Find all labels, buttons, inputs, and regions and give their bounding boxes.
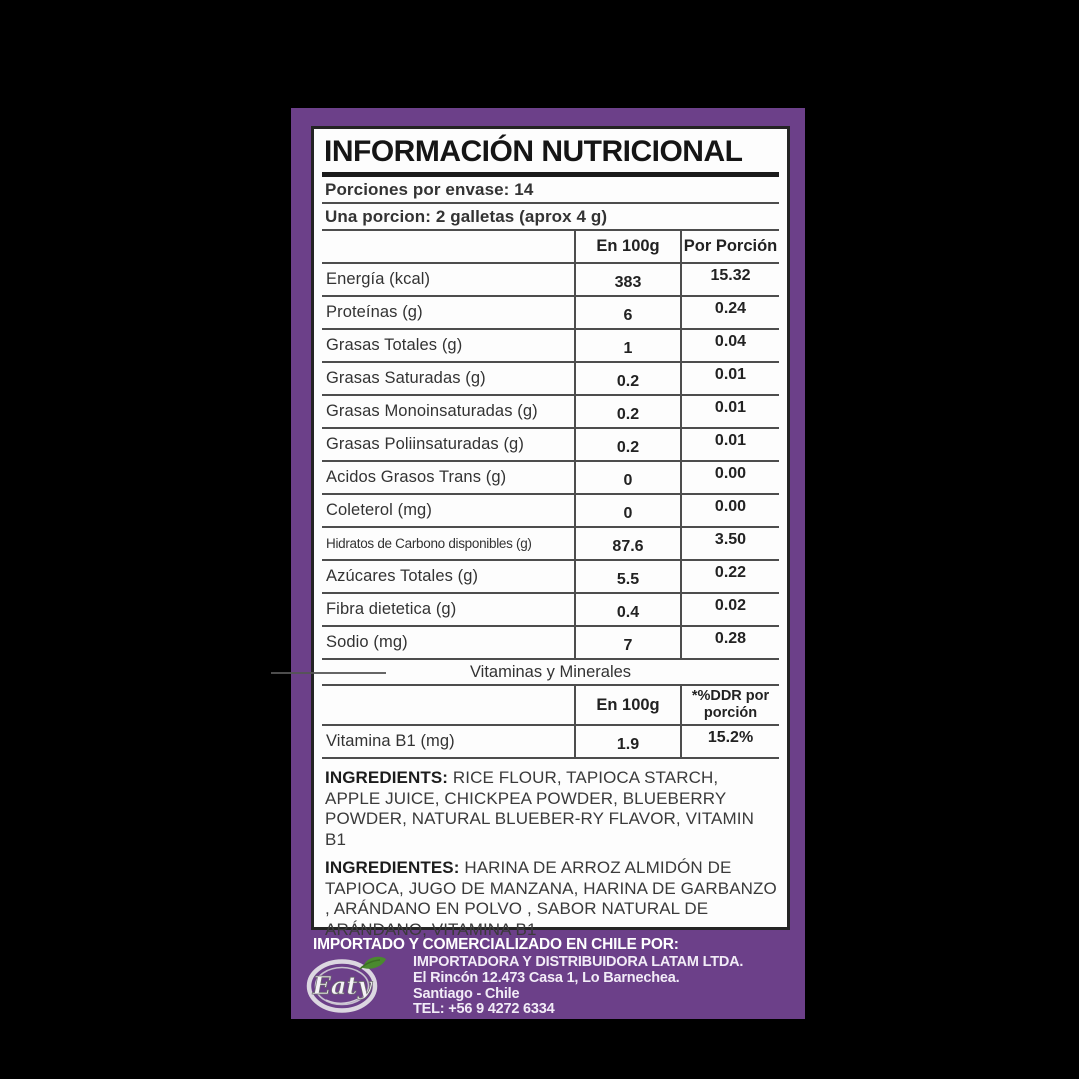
value-en100g: 0: [574, 462, 680, 493]
table-row: [322, 429, 779, 462]
table-row: [322, 594, 779, 627]
servings-per-package: Porciones por envase: 14: [322, 177, 779, 204]
crop-mark-line: [271, 672, 386, 674]
nutrient-label: Grasas Saturadas (g): [326, 369, 486, 387]
value-portion: 0.00: [680, 462, 779, 493]
ingredients-spanish: [325, 858, 777, 941]
value-en100g: 6: [574, 297, 680, 328]
nutrient-label: Energía (kcal): [326, 270, 431, 288]
value-portion: 15.32: [680, 264, 779, 295]
nutrient-label: Coleterol (mg): [326, 501, 432, 519]
eaty-logo: [304, 954, 388, 1014]
header-empty-cell: [322, 686, 574, 724]
importer-phone: TEL: +56 9 4272 6334: [413, 1001, 555, 1018]
header-por-porcion: Por Porción: [680, 231, 779, 262]
importer-company: IMPORTADORA Y DISTRIBUIDORA LATAM LTDA.: [413, 954, 744, 970]
nutrition-label: [291, 108, 805, 1019]
value-portion: 0.00: [680, 495, 779, 526]
ingredients-en-lead: INGREDIENTS:: [325, 768, 449, 787]
nutrient-label: Acidos Grasos Trans (g): [326, 468, 507, 486]
table-row: [322, 264, 779, 297]
table-row: [322, 561, 779, 594]
header-en100g: En 100g: [574, 686, 680, 724]
table-row: [322, 495, 779, 528]
logo-text: Eaty: [312, 971, 372, 1000]
value-portion: 0.02: [680, 594, 779, 625]
value-portion: 3.50: [680, 528, 779, 559]
importer-city: Santiago - Chile: [413, 985, 520, 1002]
ingredients-es-lead: INGREDIENTES:: [325, 857, 460, 877]
nutrient-label: Sodio (mg): [326, 633, 408, 651]
value-en100g: 1.9: [574, 726, 680, 757]
table-row: [322, 363, 779, 396]
value-en100g: 0.4: [574, 594, 680, 625]
table-row: [322, 396, 779, 429]
value-portion: 0.04: [680, 330, 779, 361]
header-en100g: En 100g: [574, 231, 680, 262]
value-en100g: 383: [574, 264, 680, 295]
nutrient-label: Hidratos de Carbono disponibles (g): [326, 536, 532, 551]
value-en100g: 87.6: [574, 528, 680, 559]
value-portion: 0.22: [680, 561, 779, 592]
table-row: [322, 297, 779, 330]
importer-address: El Rincón 12.473 Casa 1, Lo Barnechea.: [413, 969, 680, 986]
ingredients-en-text: RICE FLOUR, TAPIOCA STARCH, APPLE JUICE, CHICKPEA POWDER, BLUEBERRY POWDER, NATURAL BLUEBER-RY FLAVOR, VITAMIN B1: [325, 768, 754, 850]
table-row: [322, 330, 779, 363]
table-row: [322, 528, 779, 561]
ingredients-es-text: HARINA DE ARROZ ALMIDÓN DE TAPIOCA, JUGO DE MANZANA, HARINA DE GARBANZO , ARÁNDANO EN POLVO , SABOR NATURAL DE ARÁNDANO, VITAMINA B1: [325, 857, 777, 940]
nutrient-label: Grasas Poliinsaturadas (g): [326, 435, 524, 453]
table-row: [322, 462, 779, 495]
value-en100g: 1: [574, 330, 680, 361]
value-en100g: 0.2: [574, 429, 680, 460]
value-ddr: 15.2%: [680, 726, 779, 757]
value-portion: 0.01: [680, 363, 779, 394]
value-en100g: 0: [574, 495, 680, 526]
nutrient-label: Grasas Totales (g): [326, 336, 463, 354]
table-row: [322, 627, 779, 660]
table-row: [322, 726, 779, 759]
vitamins-table-header: [322, 686, 779, 726]
nutrient-label: Azúcares Totales (g): [326, 567, 479, 585]
value-portion: 0.28: [680, 627, 779, 658]
imported-by-line: IMPORTADO Y COMERCIALIZADO EN CHILE POR:: [313, 936, 679, 953]
portion-size: Una porcion: 2 galletas (aprox 4 g): [322, 204, 779, 231]
nutrient-label: Grasas Monoinsaturadas (g): [326, 402, 538, 420]
vitamins-section-title: Vitaminas y Minerales: [322, 660, 779, 686]
header-ddr: *%DDR por porción: [680, 686, 779, 724]
importer-details: [413, 955, 743, 1018]
nutrient-label: Proteínas (g): [326, 303, 423, 321]
value-portion: 0.01: [680, 429, 779, 460]
value-portion: 0.24: [680, 297, 779, 328]
ingredients-english: [325, 768, 777, 851]
panel-title: INFORMACIÓN NUTRICIONAL: [322, 133, 779, 177]
value-en100g: 7: [574, 627, 680, 658]
nutrient-label: Vitamina B1 (mg): [326, 732, 455, 750]
leaf-icon: [361, 957, 386, 969]
ingredients-section: [322, 759, 779, 941]
value-en100g: 5.5: [574, 561, 680, 592]
nutrient-label: Fibra dietetica (g): [326, 600, 457, 618]
nutrition-facts-panel: [311, 126, 790, 940]
value-en100g: 0.2: [574, 363, 680, 394]
value-en100g: 0.2: [574, 396, 680, 427]
header-empty-cell: [322, 231, 574, 262]
main-table-header: [322, 231, 779, 264]
value-portion: 0.01: [680, 396, 779, 427]
